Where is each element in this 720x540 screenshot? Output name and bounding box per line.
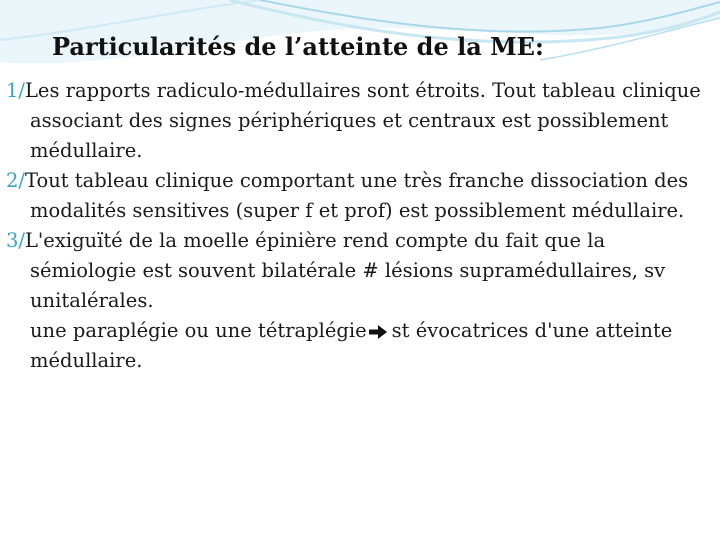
list-item-2 bbox=[6, 166, 716, 226]
right-arrow-icon bbox=[368, 324, 388, 340]
item-text: Tout tableau clinique comportant une très franche dissociation des modalités sensitives (super f et prof) est possiblement médullaire. bbox=[24, 169, 689, 222]
conclusion-before: une paraplégie ou une tétraplégie bbox=[30, 319, 367, 342]
item-number: 2/ bbox=[6, 169, 25, 192]
item-text: L'exiguïté de la moelle épinière rend compte du fait que la sémiologie est souvent bilatérale # lésions supramédullaires, sv unitalérales. bbox=[24, 229, 666, 312]
item-text: Les rapports radiculo-médullaires sont étroits. Tout tableau clinique associant des signes périphériques et centraux est possiblement médullaire. bbox=[24, 79, 701, 162]
conclusion-after: st évocatrices d'une atteinte médullaire. bbox=[30, 319, 673, 372]
item-number: 1/ bbox=[6, 79, 25, 102]
item-number: 3/ bbox=[6, 229, 25, 252]
slide-title: Particularités de l’atteinte de la ME: bbox=[52, 32, 544, 61]
list-item-1 bbox=[6, 76, 716, 166]
list-item-3 bbox=[6, 226, 716, 316]
conclusion bbox=[6, 316, 716, 376]
slide-body bbox=[6, 76, 716, 376]
